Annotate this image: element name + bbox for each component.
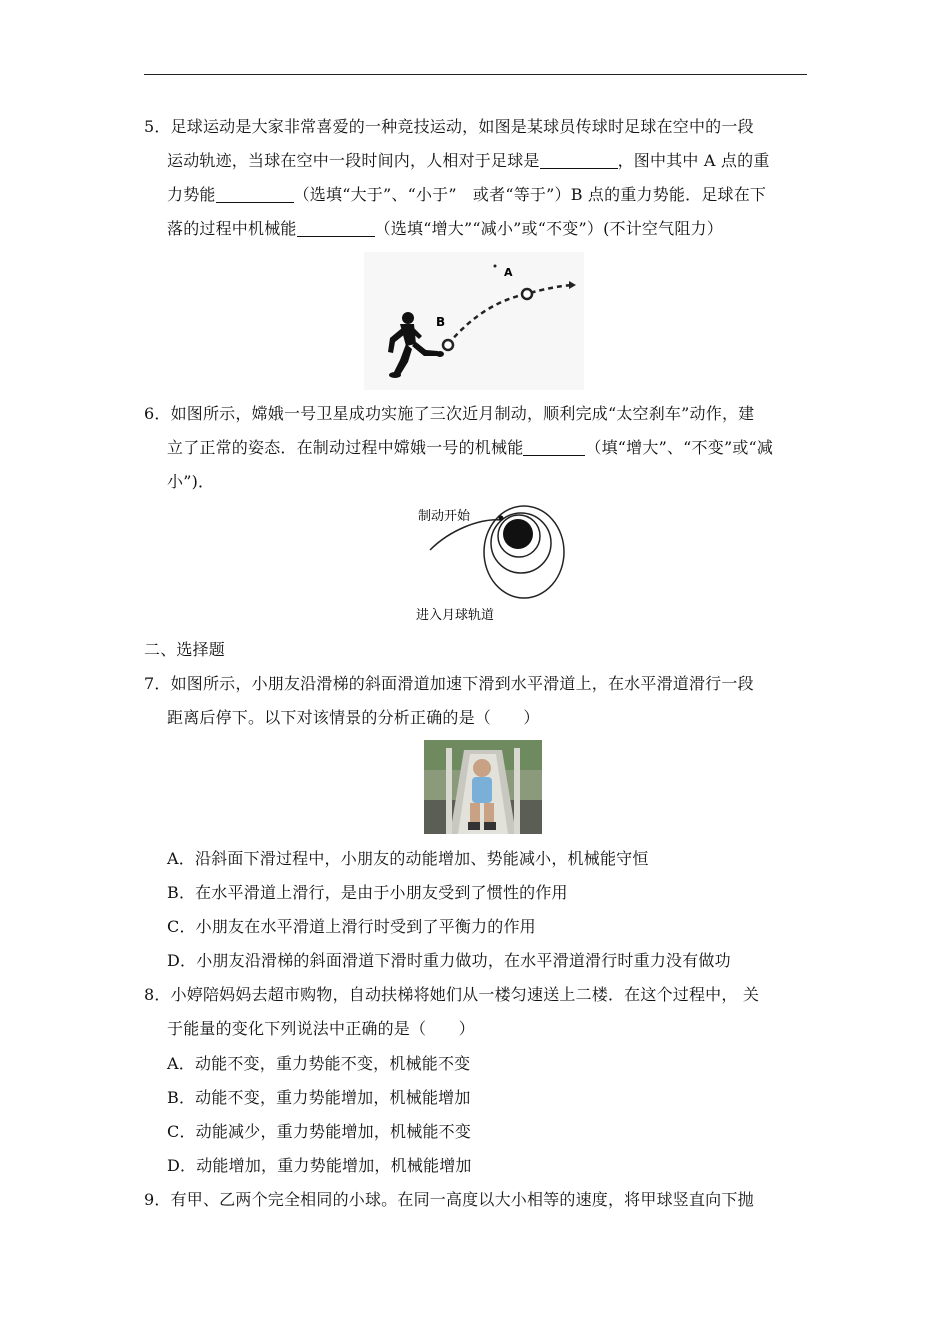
- answer-blank: [297, 220, 375, 237]
- answer-blank: [523, 439, 585, 456]
- q5-line-2: 运动轨迹，当球在空中一段时间内，人相对于足球是 ，图中其中 A 点的重: [167, 151, 770, 170]
- q8-line-2: 于能量的变化下列说法中正确的是（ ）: [167, 1019, 475, 1038]
- moon-icon: [503, 519, 533, 549]
- lunar-orbit-label: 进入月球轨道: [416, 608, 495, 623]
- q7-line-1: 7．如图所示，小朋友沿滑梯的斜面滑道加速下滑到水平滑道上，在水平滑道滑行一段: [144, 674, 754, 693]
- q8-line-1: 8．小婷陪妈妈去超市购物，自动扶梯将她们从一楼匀速送上二楼．在这个过程中， 关: [144, 985, 760, 1004]
- q8-option-c: C．动能减少，重力势能增加，机械能不变: [167, 1122, 472, 1141]
- q5-line-3: 力势能 （选填“大于”、“小于” 或者“等于”）B 点的重力势能．足球在下: [167, 185, 767, 204]
- q7-option-c: C．小朋友在水平滑道上滑行时受到了平衡力的作用: [167, 917, 536, 936]
- ball-a-icon: [522, 289, 532, 299]
- q6-line-3: 小”)．: [167, 472, 215, 491]
- q7-option-b: B．在水平滑道上滑行，是由于小朋友受到了惯性的作用: [167, 883, 568, 902]
- satellite-icon: [499, 516, 504, 521]
- label-a: A: [504, 266, 513, 279]
- q7-option-a: A．沿斜面下滑过程中，小朋友的动能增加、势能减小，机械能守恒: [167, 849, 649, 868]
- q9-line-1: 9．有甲、乙两个完全相同的小球。在同一高度以大小相等的速度，将甲球竖直向下抛: [144, 1190, 754, 1209]
- answer-blank: [216, 186, 294, 203]
- label-b: B: [436, 315, 446, 329]
- soccer-trajectory-figure: [364, 252, 584, 390]
- q8-option-d: D．动能增加，重力势能增加，机械能增加: [167, 1156, 472, 1175]
- q8-option-b: B．动能不变，重力势能增加，机械能增加: [167, 1088, 471, 1107]
- section-heading: 二、选择题: [144, 640, 226, 659]
- ball-b-icon: [443, 340, 453, 350]
- q7-line-2: 距离后停下。以下对该情景的分析正确的是（ ）: [167, 708, 540, 727]
- child-body: [472, 777, 492, 803]
- q5-line-4: 落的过程中机械能 （选填“增大”“减小”或“不变”）(不计空气阻力）: [167, 219, 723, 238]
- q6-line-1: 6．如图所示，嫦娥一号卫星成功实施了三次近月制动，顺利完成“太空刹车”动作，建: [144, 404, 755, 423]
- braking-start-label: 制动开始: [418, 509, 471, 524]
- q5-line-1: 5．足球运动是大家非常喜爱的一种竞技运动，如图是某球员传球时足球在空中的一段: [144, 117, 754, 136]
- q6-line-2: 立了正常的姿态．在制动过程中嫦娥一号的机械能 （填“增大”、“不变”或“减: [167, 438, 774, 457]
- header-rule: [144, 74, 807, 75]
- answer-blank: [540, 152, 618, 169]
- q7-option-d: D．小朋友沿滑梯的斜面滑道下滑时重力做功，在水平滑道滑行时重力没有做功: [167, 951, 731, 970]
- q8-option-a: A．动能不变，重力势能不变，机械能不变: [167, 1054, 471, 1073]
- orbit-outer: [484, 506, 564, 598]
- lunar-orbit-figure: [410, 500, 580, 626]
- child-head: [473, 759, 491, 777]
- slide-photo: [424, 740, 542, 834]
